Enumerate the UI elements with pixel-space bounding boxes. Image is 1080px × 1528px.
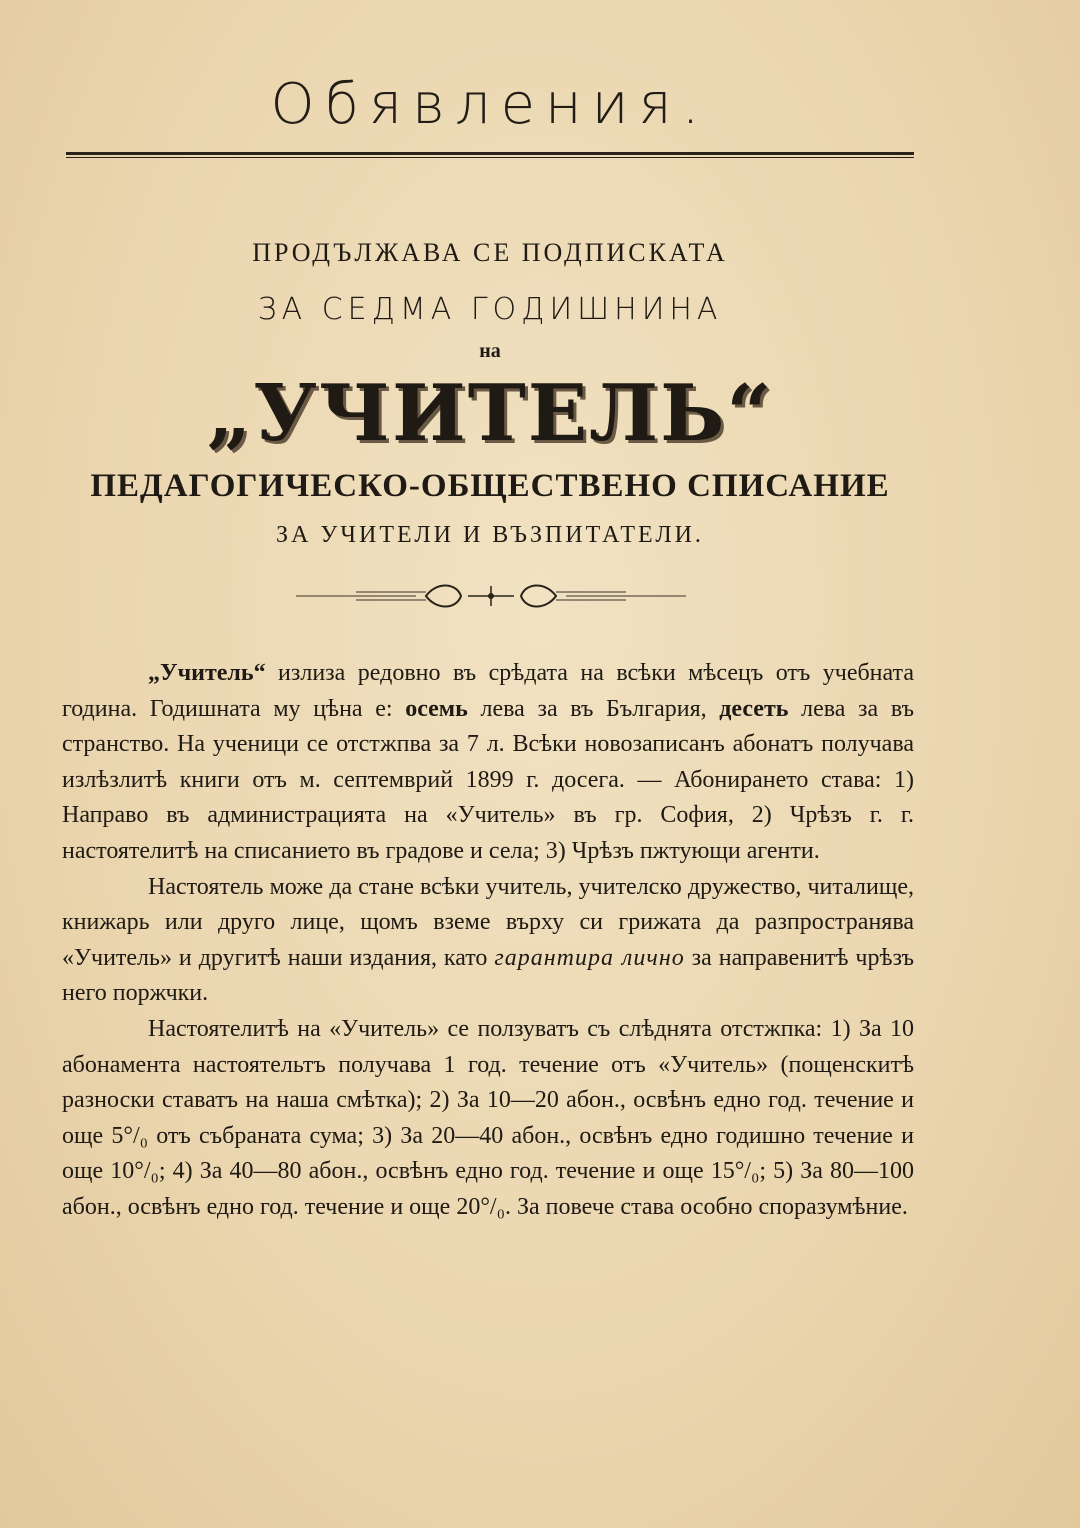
price-bulgaria: осемь — [405, 695, 468, 722]
announcement-body — [62, 656, 914, 1226]
journal-audience: ЗА УЧИТЕЛИ И ВЪЗПИТАТЕЛИ. — [276, 522, 704, 548]
heading-line-seventh-year: ЗА СЕДМА ГОДИШНИНА — [257, 292, 723, 327]
paragraph-discounts: Настоятелитѣ на «Учитель» се ползуватъ съ слѣднята отстжпка: 1) За 10 абонамента настоятельтъ получава 1 год. течение отъ «Учитель» (пощенскитѣ разноски ставатъ на наша смѣтка); 2) За 10—20 абон., освѣнъ едно год. течение и още 5°/₀ отъ събраната сума; 3) За 20—40 абон., освѣнъ едно годишно течение и още 10°/₀; 4) За 40—80 абон., освѣнъ едно год. течение и още 15°/₀; 5) За 80—100 абон., освѣнъ едно год. течение и още 20°/₀. За повече става особно споразумѣние. — [62, 1015, 914, 1220]
journal-name: „Учитель“ — [148, 660, 266, 686]
heading-line-subscription: ПРОДЪЛЖАВА СЕ ПОДПИСКАТА — [252, 238, 728, 267]
title-rule-thin — [66, 157, 914, 158]
p1-text-c: лева за въ странство. На ученици се отстжпва за 7 л. Всѣки новозаписанъ абонатъ получава излѣзлитѣ книги отъ м. септемврий 1899 г. досега. — Абонирането става: 1) Направо въ администрацията на «Учитель» въ гр. София, 2) Чрѣзъ г. г. настоятелитѣ на списанието въ градове и села; 3) Чрѣзъ пжтующи агенти. — [62, 695, 914, 864]
heading-line-on: на — [479, 340, 501, 362]
price-abroad: десеть — [719, 695, 789, 722]
title-rule-thick — [66, 152, 914, 155]
p2-text-a: Настоятель може да стане всѣки учитель, учителско дружество, читалище, книжарь или друго лице, щомъ вземе върху си грижата да разпространява «Учитель» и другитѣ наши издания, като — [62, 873, 914, 971]
p1-text-a: излиза редовно въ срѣдата на всѣки мѣсецъ отъ учебната година. Годишната му цѣна е: — [62, 660, 914, 722]
p1-text-b: лева за въ България, — [467, 695, 720, 722]
p2-text-b: за направенитѣ чрѣзъ него поржчки. — [62, 944, 914, 1007]
paragraph-subscription — [62, 656, 914, 870]
p2-italic: гарантира лично — [494, 944, 685, 971]
section-title: Обявления. — [270, 72, 710, 137]
journal-subtitle: ПЕДАГОГИЧЕСКО-ОБЩЕСТВЕНО СПИСАНИЕ — [90, 468, 890, 504]
paragraph-agents — [62, 870, 914, 1012]
journal-title: „УЧИТЕЛЬ“ — [206, 368, 774, 459]
ornament-divider-icon — [296, 576, 686, 616]
